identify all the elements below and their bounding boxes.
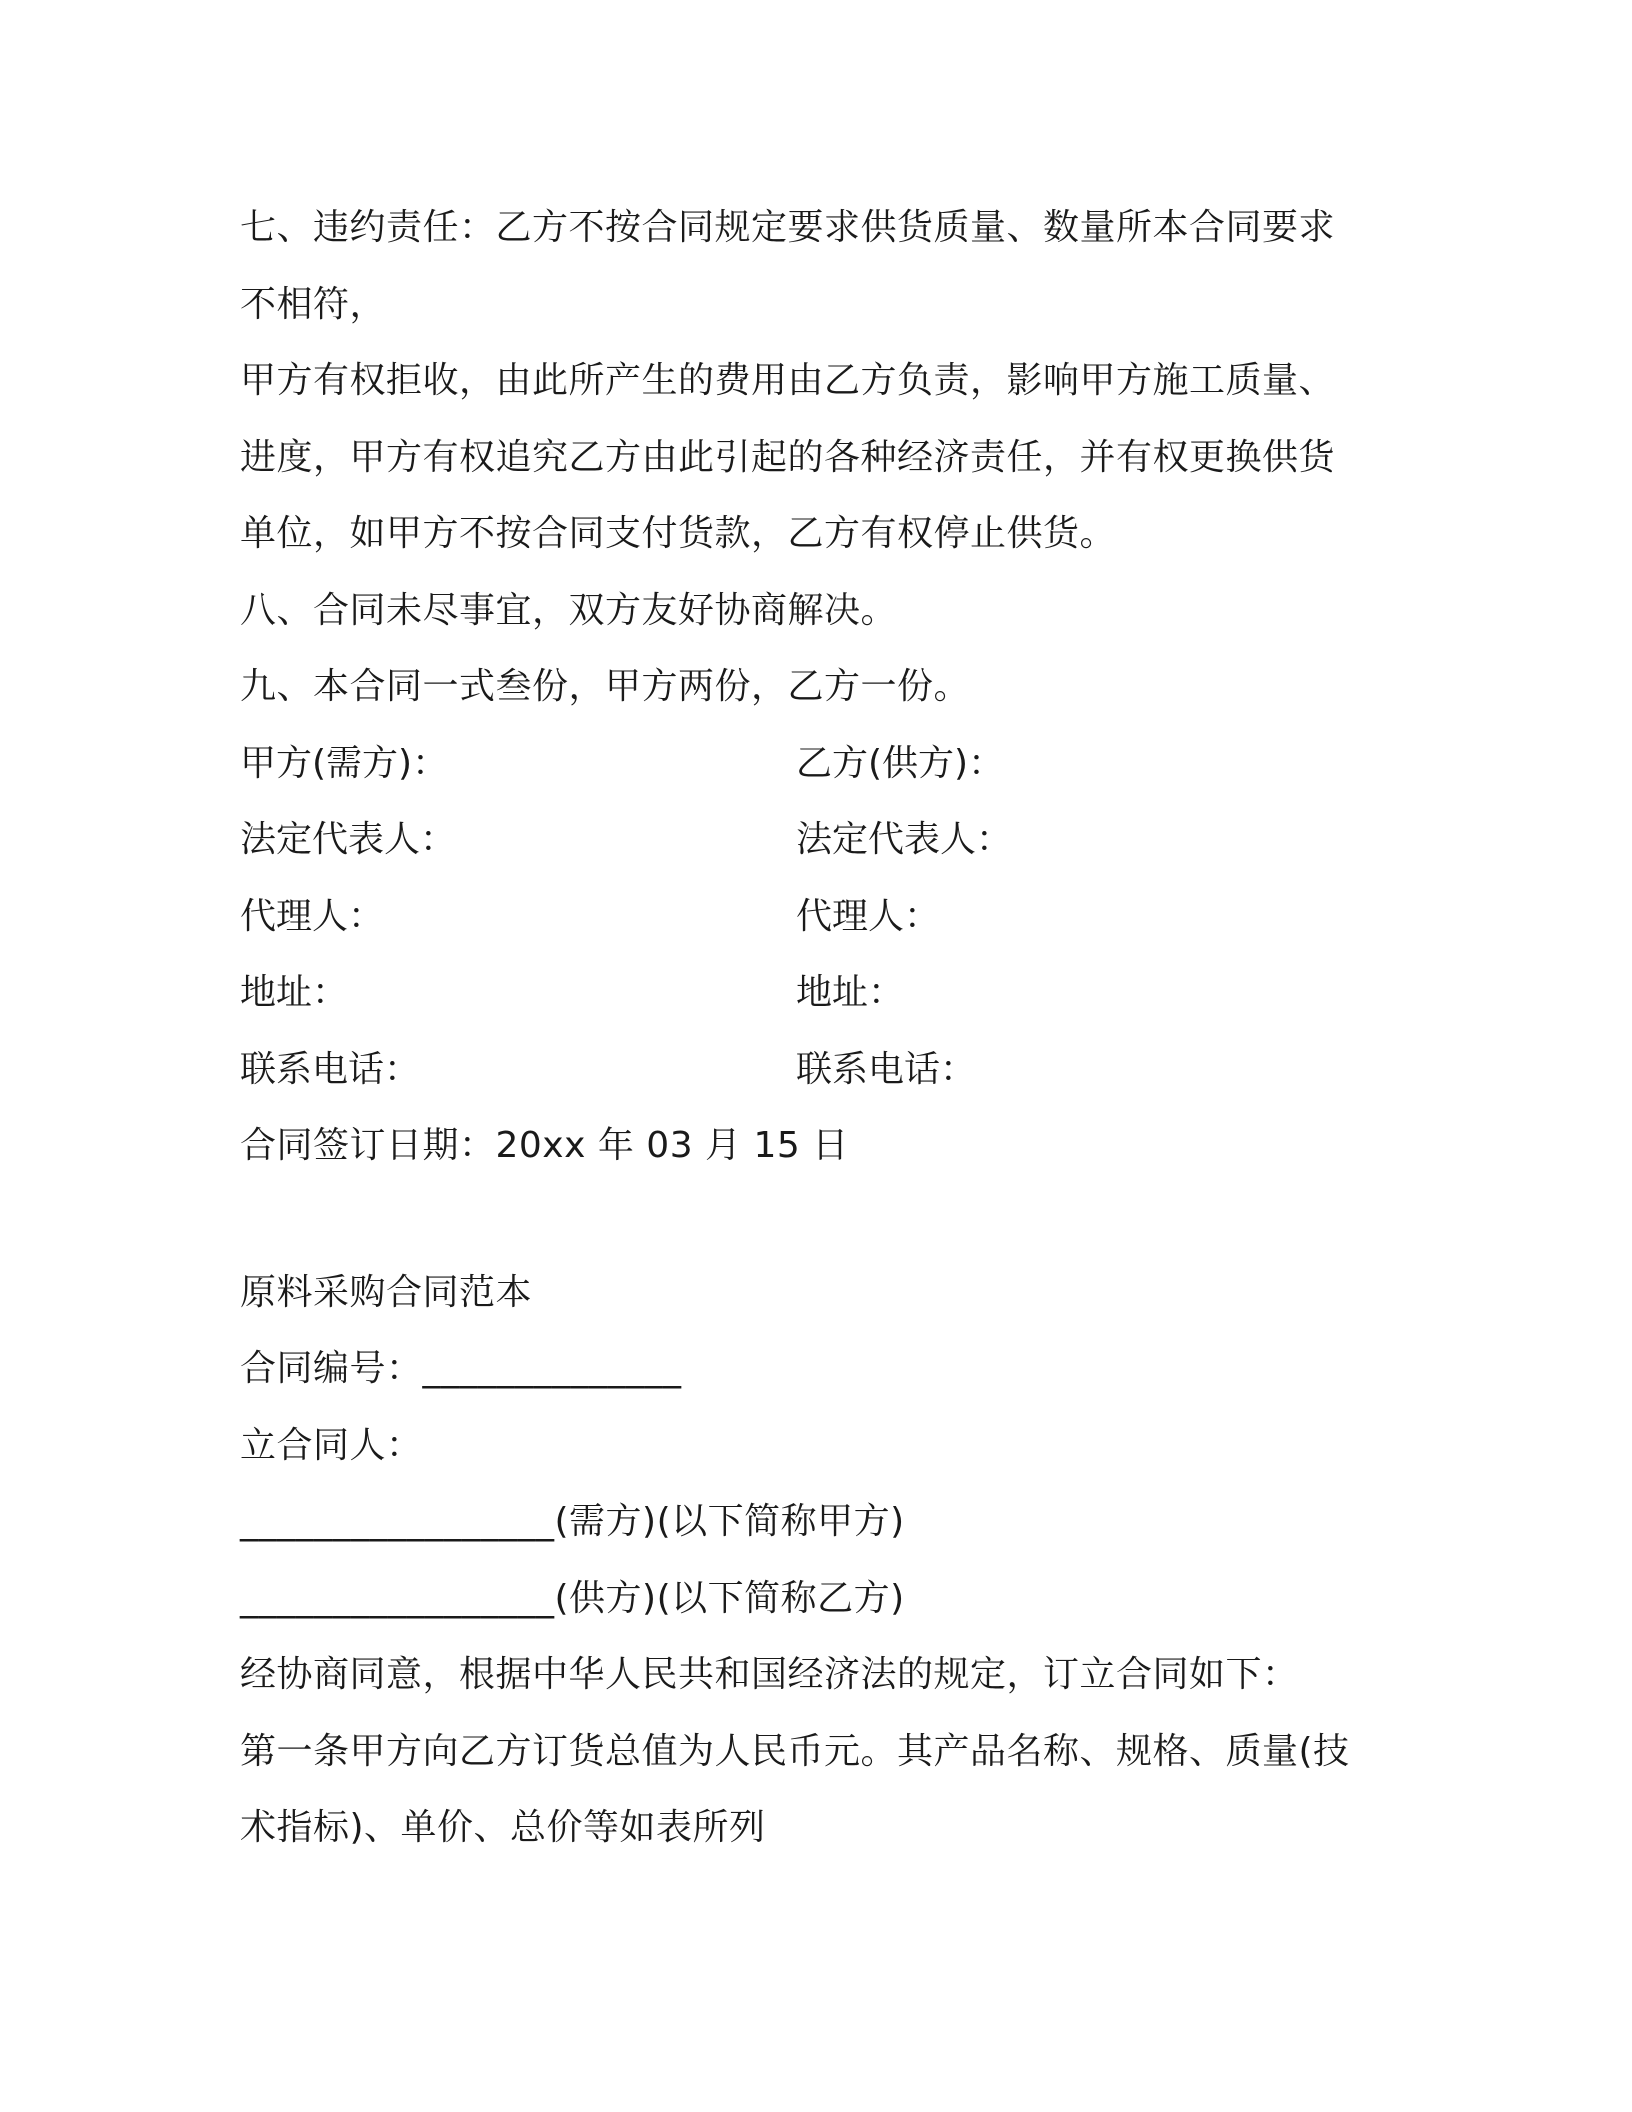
parties-label: 立合同人： (240, 1424, 423, 1466)
document-page (240, 190, 1380, 1867)
signature-row-agent (240, 879, 1380, 956)
preamble: 经协商同意，根据中华人民共和国经济法的规定，订立合同如下： (240, 1654, 1299, 1695)
signature-address-a: 地址： (240, 972, 349, 1013)
article7-line4: 进度，甲方有权追究乙方由此引起的各种经济责任，并有权更换供货 (240, 436, 1336, 478)
signature-agent-a: 代理人： (240, 895, 385, 937)
article7-line1: 七、违约责任：乙方不按合同规定要求供货质量、数量所本合同要求 (240, 207, 1336, 248)
signature-phone-b: 联系电话： (796, 1048, 977, 1090)
signature-phone-a: 联系电话： (240, 1048, 421, 1090)
article9: 九、本合同一式叁份，甲方两份，乙方一份。 (240, 666, 971, 707)
signature-row-address (240, 955, 1380, 1032)
party-a-line: _________________(需方)(以下简称甲方) (240, 1501, 905, 1542)
article7-line2: 不相符， (240, 283, 387, 325)
signature-row-legal-rep (240, 802, 1380, 879)
clause1-line1: 第一条甲方向乙方订货总值为人民币元。其产品名称、规格、质量(技 (240, 1730, 1350, 1772)
article7-line3: 甲方有权拒收，由此所产生的费用由乙方负责，影响甲方施工质量、 (240, 360, 1336, 401)
signature-address-b: 地址： (796, 972, 905, 1013)
section-gap (240, 1185, 1380, 1255)
article8: 八、合同未尽事宜，双方友好协商解决。 (240, 589, 898, 631)
article7-line5: 单位，如甲方不按合同支付货款，乙方有权停止供货。 (240, 513, 1117, 554)
signature-legal-rep-a: 法定代表人： (240, 819, 457, 860)
signature-agent-b: 代理人： (796, 895, 941, 937)
signature-legal-rep-b: 法定代表人： (796, 819, 1013, 860)
sign-date: 合同签订日期：20xx 年 03 月 15 日 (240, 1125, 849, 1166)
signature-party-a: 甲方(需方)： (240, 742, 449, 784)
signature-row-party (240, 726, 1380, 803)
clause1-line2: 术指标)、单价、总价等如表所列 (240, 1807, 766, 1848)
party-b-line: _________________(供方)(以下简称乙方) (240, 1577, 905, 1619)
signature-party-b: 乙方(供方)： (796, 742, 1005, 784)
signature-row-phone (240, 1032, 1380, 1109)
contract-number: 合同编号：______________ (240, 1348, 682, 1389)
contract-title: 原料采购合同范本 (240, 1271, 533, 1313)
